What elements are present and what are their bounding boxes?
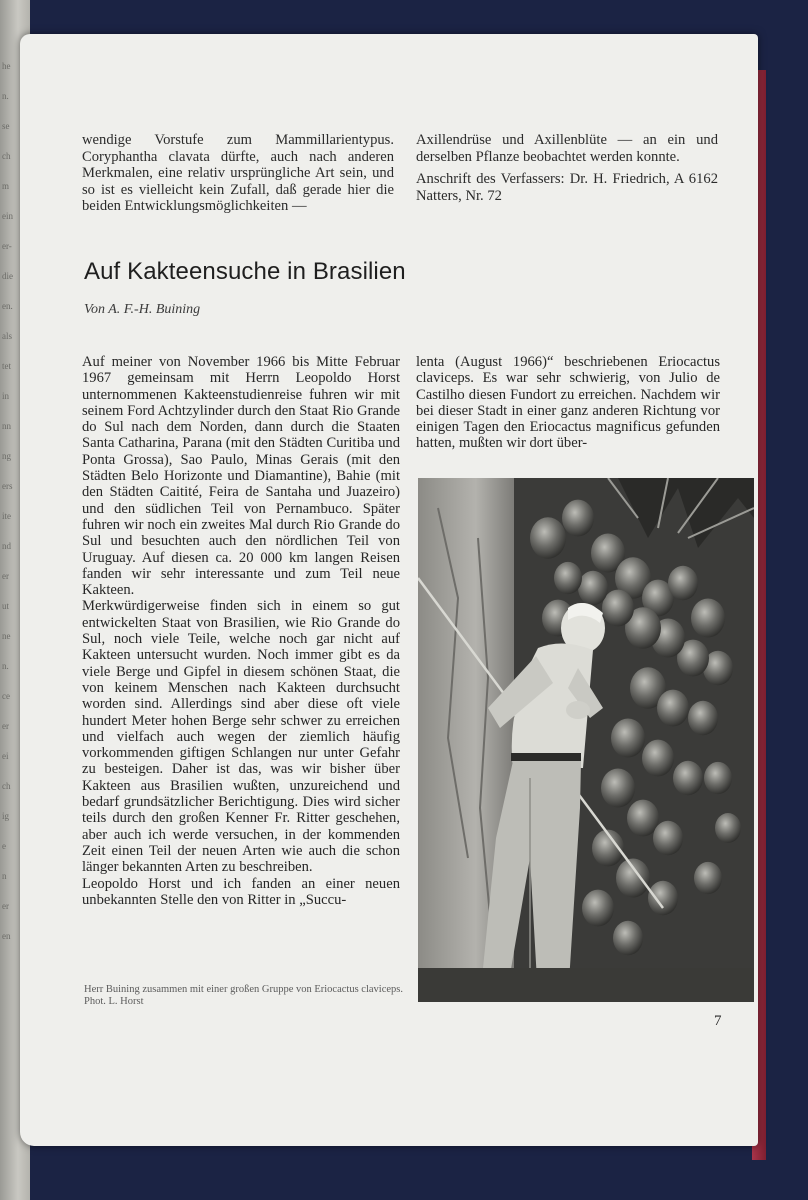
previous-page-text-fragment: die <box>2 271 13 281</box>
previous-page-text-fragment: ch <box>2 151 11 161</box>
previous-page-text-fragment: he <box>2 61 11 71</box>
previous-page-text-fragment: n <box>2 871 7 881</box>
previous-page-text-fragment: nd <box>2 541 11 551</box>
previous-page-text-fragment: in <box>2 391 10 401</box>
cactus-globe <box>616 858 650 897</box>
paragraph: Leopoldo Horst und ich fanden an einer neuen unbekannten Stelle den von Ritter in „Succu- <box>82 875 400 908</box>
previous-page-text-fragment: ut <box>2 601 10 611</box>
article-right-column <box>416 354 720 452</box>
previous-page-text-fragment: ig <box>2 811 10 821</box>
previous-page-text-fragment: ite <box>2 511 11 521</box>
previous-page-text-fragment: se <box>2 121 10 131</box>
cactus-globe <box>642 740 674 777</box>
cactus-globe <box>601 768 635 807</box>
cactus-globe <box>613 921 643 956</box>
article-byline: Von A. F.-H. Buining <box>84 302 201 317</box>
cactus-globe <box>648 881 678 916</box>
photo-caption: Herr Buining zusammen mit einer großen Gruppe von Eriocactus claviceps. Phot. L. Horst <box>84 984 403 1007</box>
cactus-globe <box>627 800 659 837</box>
previous-page-text-fragment: en. <box>2 301 13 311</box>
previous-page-text-fragment: er <box>2 721 9 731</box>
cactus-globe <box>602 590 634 627</box>
previous-page-text-fragment: m <box>2 181 10 191</box>
previous-page-text-fragment: n. <box>2 91 9 101</box>
previous-page-text-fragment: ce <box>2 691 10 701</box>
cactus-globe <box>694 862 722 894</box>
cactus-globe <box>657 690 689 727</box>
previous-article-text-end: Axillendrüse und Axillenblüte — an ein und derselben Pflanze beobachtet werden konnte. <box>416 132 718 165</box>
cactus-globe <box>530 517 566 558</box>
previous-article-right-column <box>416 132 718 204</box>
author-address: Anschrift des Verfassers: Dr. H. Friedrich, A 6162 Natters, Nr. 72 <box>416 171 718 204</box>
cactus-globe <box>668 566 698 601</box>
cactus-globe <box>554 562 582 594</box>
previous-page-text-fragment: n. <box>2 661 9 671</box>
cactus-globe <box>691 598 725 637</box>
cactus-globe <box>704 762 732 794</box>
previous-page-text-fragment: ein <box>2 211 13 221</box>
previous-page-text-fragment: en <box>2 931 11 941</box>
previous-page-text-fragment: ers <box>2 481 13 491</box>
cactus-globe <box>611 718 645 757</box>
cactus-globe <box>653 821 683 856</box>
cactus-globe <box>715 813 741 843</box>
previous-page-text-fragment: er <box>2 901 9 911</box>
book-page <box>20 34 758 1146</box>
cactus-globe <box>562 500 594 537</box>
previous-page-text-fragment: ng <box>2 451 11 461</box>
previous-article-left-column <box>82 132 394 215</box>
article-left-column <box>82 354 400 908</box>
previous-page-text-fragment: ne <box>2 631 11 641</box>
previous-page-text-fragment: nn <box>2 421 11 431</box>
cactus-photo <box>418 478 754 1002</box>
previous-page-text-fragment: ei <box>2 751 9 761</box>
cactus-globe <box>582 890 614 927</box>
cactus-globe <box>578 571 608 606</box>
previous-page-text-fragment: tet <box>2 361 11 371</box>
cactus-globe <box>688 701 718 736</box>
cactus-globe <box>673 761 703 796</box>
previous-page-text-fragment: als <box>2 331 12 341</box>
paragraph: Merkwürdigerweise finden sich in einem so gut entwickelten Staat von Brasilien, wie Rio Grande do Sul, noch viele Teile, welche noch gar nicht auf Kakteen untersucht wurden. Noch immer gibt es da viele Berge und Gipfel in diesem schönen Staat, die von keinem Menschen nach Kakteen durchsucht worden sind. Allerdings sind aber diese oft viele hundert Meter hohen Berge sehr schwer zu erreichen und vielfach auch wegen der ziemlich häufig vorkommenden giftigen Schlangen nur unter Gefahr zu besteigen. Daher ist das, was wir bisher über Kakteen aus Brasilien wußten, unzureichend und bedarf grundsätzlicher Berichtigung. Dies wird sicher teils durch den großen Kenner Fr. Ritter geschehen, aber auch ich werde versuchen, in der kommenden Zeit einen Teil der neuen Arten wie auch die schon länger bekannten Arten zu beschreiben. <box>82 598 400 876</box>
article-title: Auf Kakteensuche in Brasilien <box>84 258 406 285</box>
previous-article-text: wendige Vorstufe zum Mammillarientypus. Coryphantha clavata dürfte, auch nach anderen Merkmalen, eine relativ ursprüngliche Art sein, und so ist es vielleicht kein Zufall, daß gerade hier die beiden Entwicklungsmöglichkeiten — <box>82 132 394 214</box>
previous-page-text-fragment: ch <box>2 781 11 791</box>
page-number: 7 <box>714 1013 722 1029</box>
photo-illustration <box>418 478 754 1002</box>
previous-page-text-fragment: er- <box>2 241 12 251</box>
previous-page-text-fragment: e <box>2 841 6 851</box>
previous-page-text-fragment: er <box>2 571 9 581</box>
paragraph: lenta (August 1966)“ beschriebenen Eriocactus claviceps. Es war sehr schwierig, von Julio de Castilho diesen Fundort zu erreichen. Nachdem wir bei dieser Stadt in einer ganz anderen Richtung vor einigen Tagen den Eriocactus magnificus gefunden hatten, mußten wir dort über- <box>416 354 720 452</box>
paragraph: Auf meiner von November 1966 bis Mitte Februar 1967 gemeinsam mit Herrn Leopoldo Horst unternommenen Kakteenstudienreise fuhren wir mit seinem Ford Achtzylinder durch den Staat Rio Grande do Sul nach dem Norden, dann durch die Staaten Santa Catharina, Parana (mit den Städten Curitiba und Ponta Grossa), Sao Paulo, Minas Gerais (mit den Städten Belo Horizonte und Diamantine), Bahie (mit den Städten Caitité, Feira de Santaha und Juazeiro) und den südlichen Teil von Pernambuco. Später fuhren wir noch ein zweites Mal durch Rio Grande do Sul und besuchten auch den nördlichen Teil von Uruguay. Auf diesen ca. 20 000 km langen Reisen fanden wir sehr interessante und zum Teil neue Kakteen. <box>82 354 400 599</box>
